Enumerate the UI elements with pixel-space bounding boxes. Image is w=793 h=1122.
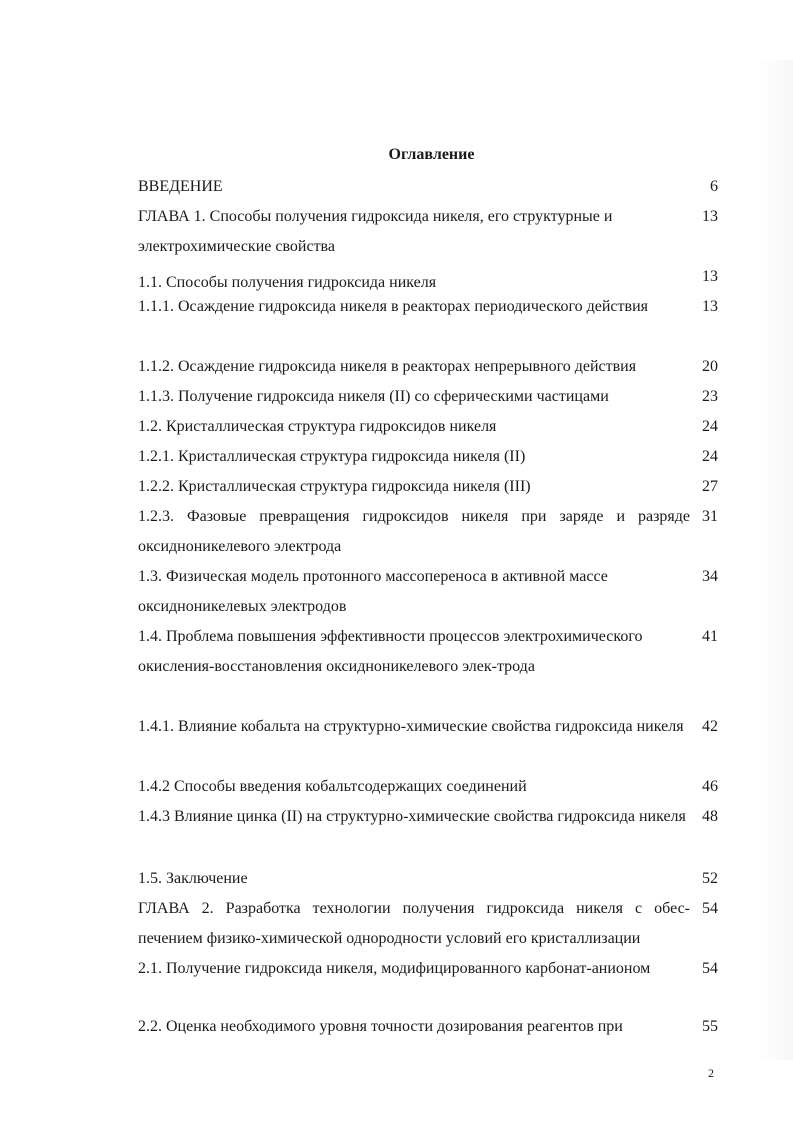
- toc-entry-text: 1.2.1. Кристаллическая структура гидроксида никеля (II): [138, 448, 526, 465]
- toc-entry-page: 23: [702, 388, 718, 405]
- toc-entry-text: 1.3. Физическая модель протонного массопереноса в активной массе оксидноникелевых электродов: [138, 568, 608, 615]
- toc-entry-text: 1.2.3. Фазовые превращения гидроксидов никеля при заряде и разряде оксидноникелевого электрода: [138, 508, 690, 555]
- toc-entry-page: 34: [702, 568, 718, 585]
- toc-entry-page: 54: [702, 900, 718, 917]
- toc-entry-text: ВВЕДЕНИЕ: [138, 178, 223, 195]
- toc-entry-page: 46: [702, 778, 718, 795]
- toc-entry-page: 24: [702, 448, 718, 465]
- toc-entry-page: 20: [702, 358, 718, 375]
- toc-entry-text: 1.4.2 Способы введения кобальтсодержащих соединений: [138, 778, 527, 795]
- toc-entry-text: 1.4.1. Влияние кобальта на структурно-химические свойства гидроксида никеля: [138, 718, 684, 735]
- page-number: 2: [708, 1066, 714, 1080]
- toc-entry-text: ГЛАВА 2. Разработка технологии получения гидроксида никеля с обес-печением физико-химической однородности условий его кристаллизации: [138, 900, 690, 947]
- toc-entry-text: ГЛАВА 1. Способы получения гидроксида никеля, его структурные и электрохимические свойства: [138, 208, 613, 255]
- toc-entry-text: 1.1.1. Осаждение гидроксида никеля в реакторах периодического действия: [138, 298, 648, 315]
- toc-entry-text: 1.1.2. Осаждение гидроксида никеля в реакторах непрерывного действия: [138, 358, 637, 375]
- toc-entry-page: 6: [710, 178, 718, 195]
- toc-entry-page: 24: [702, 418, 718, 435]
- toc-entry-text: 1.1. Способы получения гидроксида никеля: [138, 274, 437, 291]
- toc-entry-text: 2.1. Получение гидроксида никеля, модифицированного карбонат-анионом: [138, 960, 651, 977]
- toc-entry-text: 1.4.3 Влияние цинка (II) на структурно-химические свойства гидроксида никеля: [138, 808, 686, 825]
- toc-title: Оглавление: [388, 146, 475, 163]
- toc-entry-text: 1.5. Заключение: [138, 870, 248, 887]
- toc-entry-page: 13: [702, 298, 718, 315]
- toc-entry-text: 1.4. Проблема повышения эффективности процессов электрохимического окисления-восстановления оксидноникелевого элек-трода: [138, 628, 643, 675]
- toc-entry-page: 54: [702, 960, 718, 977]
- toc-entry-text: 1.1.3. Получение гидроксида никеля (II) со сферическими частицами: [138, 388, 609, 405]
- toc-entry-text: 1.2. Кристаллическая структура гидроксидов никеля: [138, 418, 497, 435]
- toc-entry-page: 55: [702, 1018, 718, 1035]
- toc-entry-page: 31: [702, 508, 718, 525]
- toc-entry-page: 52: [702, 870, 718, 887]
- toc-entry-page: 13: [702, 268, 718, 285]
- toc-entry-text: 1.2.2. Кристаллическая структура гидроксида никеля (III): [138, 478, 531, 495]
- toc-entry-page: 27: [702, 478, 718, 495]
- toc-entry-text: 2.2. Оценка необходимого уровня точности дозирования реагентов при: [138, 1018, 623, 1035]
- toc-entry-page: 48: [702, 808, 718, 825]
- toc-entry-page: 42: [702, 718, 718, 735]
- toc-entry-page: 13: [702, 208, 718, 225]
- toc-entry-page: 41: [702, 628, 718, 645]
